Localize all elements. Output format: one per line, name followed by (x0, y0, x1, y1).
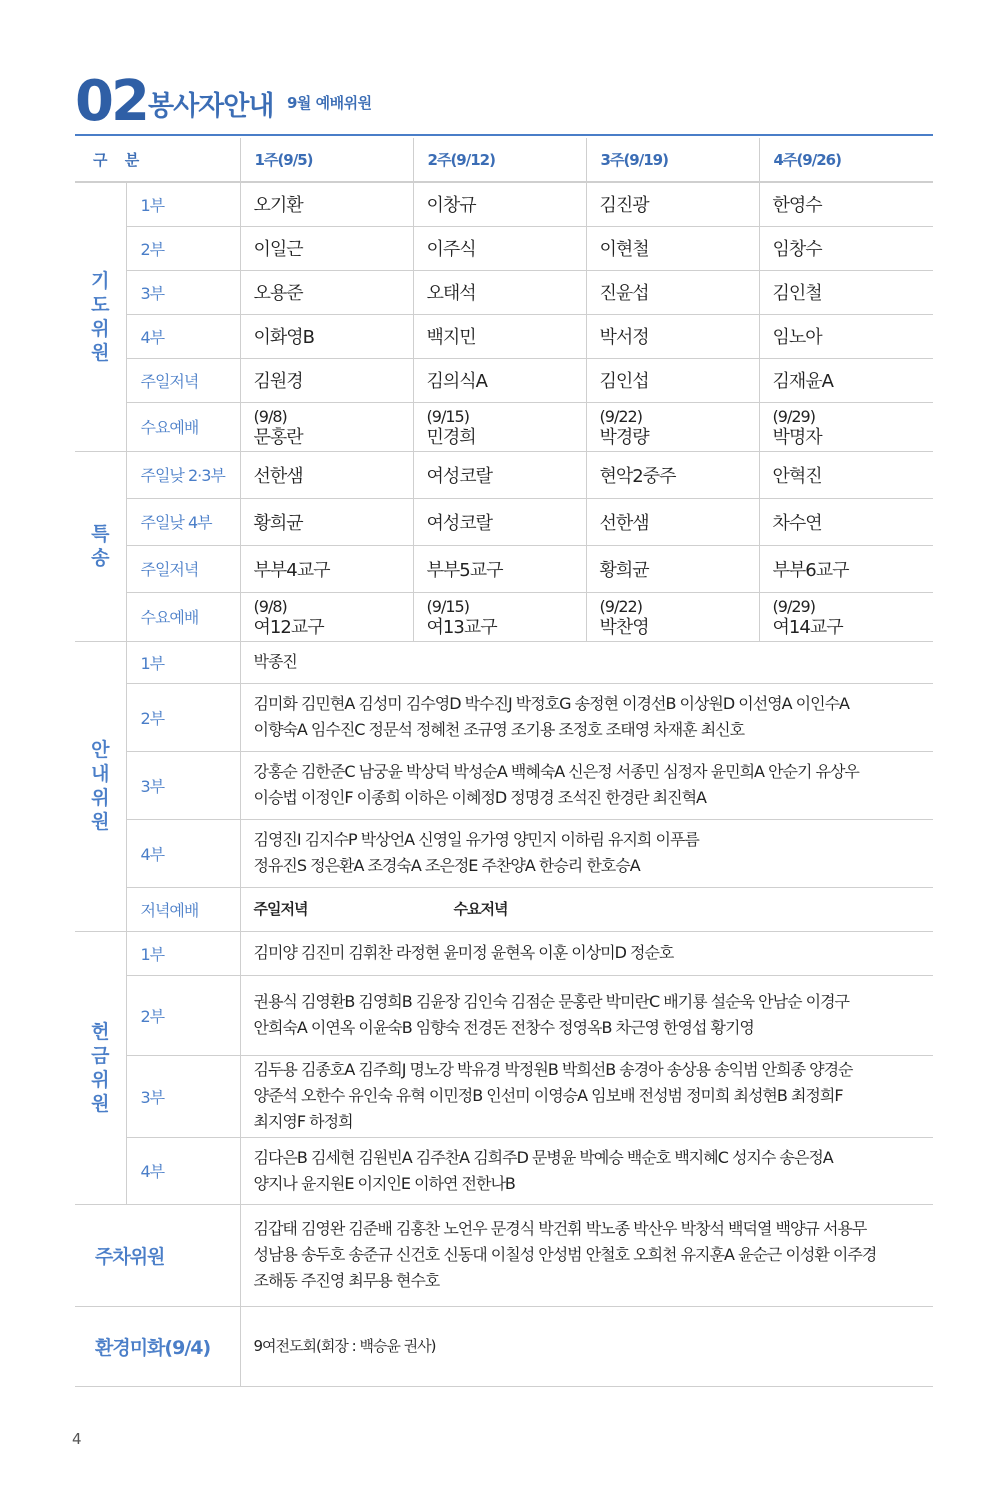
row-label: 2부 (126, 683, 240, 751)
cell: 선한샘 (240, 451, 413, 498)
header-week2: 2주(9/12) (413, 138, 586, 182)
cell: (9/22) 박경량 (586, 402, 759, 451)
cell: 이현철 (586, 226, 759, 270)
cell: 백지민 (413, 314, 586, 358)
cell: 안혁진 (759, 451, 933, 498)
table-row (75, 402, 933, 451)
row-label: 1부 (126, 182, 240, 226)
row-label: 수요예배 (126, 592, 240, 641)
table-row (75, 182, 933, 226)
cell: (9/8) 문홍란 (240, 402, 413, 451)
table-row (75, 226, 933, 270)
cell: 김원경 (240, 358, 413, 402)
evening-list (240, 887, 933, 931)
cell: 선한샘 (586, 498, 759, 545)
table-row (75, 819, 933, 887)
table-row (75, 641, 933, 683)
row-label: 주일저녁 (126, 545, 240, 592)
cell: (9/29) 여14교구 (759, 592, 933, 641)
name-list: 김미화 김민현A 김성미 김수영D 박수진J 박정호G 송정현 이경선B 이상원D 이선영A 이인수A 이향숙A 임수진C 정문석 정혜천 조규영 조기용 조정호 조태영 차재훈 최신호 (240, 683, 933, 751)
cell: 이주식 (413, 226, 586, 270)
row-label: 주일낮 2·3부 (126, 451, 240, 498)
header-week3: 3주(9/19) (586, 138, 759, 182)
table-row (75, 931, 933, 975)
table-row (75, 451, 933, 498)
row-label: 4부 (126, 819, 240, 887)
row-label: 4부 (126, 314, 240, 358)
cell: 차수연 (759, 498, 933, 545)
cell: 한영수 (759, 182, 933, 226)
cell: 이화영B (240, 314, 413, 358)
section-subtitle: 9월 예배위원 (287, 94, 372, 112)
table-row (75, 683, 933, 751)
table-row (75, 887, 933, 931)
header-category: 구 분 (75, 138, 240, 182)
row-label: 수요예배 (126, 402, 240, 451)
cell: 부부6교구 (759, 545, 933, 592)
name-list: 김두용 김종호A 김주희J 명노강 박유경 박정원B 박희선B 송경아 송상용 송익범 안희종 양경순 양준석 오한수 유인숙 유혁 이민정B 인선미 이영승A 임보배 전성범 정미희 최성현B 최정희F 최지영F 하정희 (240, 1055, 933, 1137)
row-label: 저녁예배 (126, 887, 240, 931)
row-label: 2부 (126, 975, 240, 1055)
name-list: 김갑태 김영완 김준배 김홍찬 노언우 문경식 박건휘 박노종 박산우 박창석 백덕열 백양규 서용무 성남용 송두호 송준규 신건호 신동대 이칠성 안성범 안철호 오희천 유지훈A 윤순근 이성환 이주경 조해동 주진영 최무용 현수호 (240, 1204, 933, 1306)
table-row (75, 975, 933, 1055)
category-prayer: 기 도 위 원 (75, 182, 126, 451)
name-list: 강홍순 김한준C 남궁윤 박상덕 박성순A 백혜숙A 신은정 서종민 심정자 윤민희A 안순기 유상우 이승법 이정인F 이종희 이하은 이혜정D 정명경 조석진 한경란 최진혁A (240, 751, 933, 819)
table-header-row (75, 138, 933, 182)
row-label: 1부 (126, 641, 240, 683)
section-header (75, 69, 933, 136)
cell: 여성코랄 (413, 451, 586, 498)
cell: 부부5교구 (413, 545, 586, 592)
category-cleanup: 환경미화(9/4) (75, 1306, 240, 1386)
cell: 이창규 (413, 182, 586, 226)
cleanup-text: 9여전도회(회장 : 백승윤 권사) (240, 1306, 933, 1386)
name-list: 권용식 김영환B 김영희B 김윤장 김인숙 김점순 문홍란 박미란C 배기룡 설순욱 안남순 이경구 안희숙A 이연옥 이윤숙B 임향숙 전경돈 전창수 정영옥B 차근영 한영섭 황기영 (240, 975, 933, 1055)
cell: 진윤섭 (586, 270, 759, 314)
category-special: 특 송 (75, 451, 126, 641)
cell: 이일근 (240, 226, 413, 270)
table-row (75, 1137, 933, 1204)
table-row (75, 545, 933, 592)
table-row (75, 592, 933, 641)
cell: (9/8) 여12교구 (240, 592, 413, 641)
name-list: 김다은B 김세현 김원빈A 김주찬A 김희주D 문병윤 박예승 백순호 백지혜C 성지수 송은정A 양지나 윤지원E 이지인E 이하연 전한나B (240, 1137, 933, 1204)
cell: 임노아 (759, 314, 933, 358)
cell: 김인철 (759, 270, 933, 314)
cell: 오용준 (240, 270, 413, 314)
header-week4: 4주(9/26) (759, 138, 933, 182)
section-number: 02 (75, 69, 147, 134)
table-row (75, 1306, 933, 1386)
row-label: 1부 (126, 931, 240, 975)
table-row (75, 498, 933, 545)
cell: 여성코랄 (413, 498, 586, 545)
row-label: 2부 (126, 226, 240, 270)
cell: 오태석 (413, 270, 586, 314)
cell: 황희균 (240, 498, 413, 545)
cell: 김재윤A (759, 358, 933, 402)
cell: (9/29) 박명자 (759, 402, 933, 451)
category-parking: 주차위원 (75, 1204, 240, 1306)
category-offering: 헌 금 위 원 (75, 931, 126, 1204)
cell: 오기환 (240, 182, 413, 226)
cell: (9/15) 여13교구 (413, 592, 586, 641)
sunday-evening-label: 주일저녁 (253, 900, 308, 918)
row-label: 3부 (126, 270, 240, 314)
name-list: 박종진 (240, 641, 933, 683)
table-row (75, 1055, 933, 1137)
table-row (75, 314, 933, 358)
cell: 현악2중주 (586, 451, 759, 498)
category-ushers: 안 내 위 원 (75, 641, 126, 931)
wednesday-evening-label: 수요저녁 (453, 900, 508, 918)
row-label: 3부 (126, 1055, 240, 1137)
cell: (9/22) 박찬영 (586, 592, 759, 641)
cell: 임창수 (759, 226, 933, 270)
name-list: 김미양 김진미 김휘찬 라정현 윤미정 윤현옥 이훈 이상미D 정순호 (240, 931, 933, 975)
table-row (75, 270, 933, 314)
table-row (75, 358, 933, 402)
volunteer-table (75, 138, 933, 1387)
cell: 박서정 (586, 314, 759, 358)
row-label: 3부 (126, 751, 240, 819)
table-row (75, 751, 933, 819)
cell: 부부4교구 (240, 545, 413, 592)
table-row (75, 1204, 933, 1306)
section-title: 봉사자안내 (148, 91, 274, 122)
row-label: 4부 (126, 1137, 240, 1204)
cell: 황희균 (586, 545, 759, 592)
cell: 김의식A (413, 358, 586, 402)
row-label: 주일낮 4부 (126, 498, 240, 545)
cell: (9/15) 민경희 (413, 402, 586, 451)
cell: 김인섭 (586, 358, 759, 402)
row-label: 주일저녁 (126, 358, 240, 402)
name-list: 김영진I 김지수P 박상언A 신영일 유가영 양민지 이하림 유지희 이푸름 정유진S 정은환A 조경숙A 조은정E 주찬양A 한승리 한호승A (240, 819, 933, 887)
page-number: 4 (72, 1430, 82, 1448)
header-week1: 1주(9/5) (240, 138, 413, 182)
cell: 김진광 (586, 182, 759, 226)
